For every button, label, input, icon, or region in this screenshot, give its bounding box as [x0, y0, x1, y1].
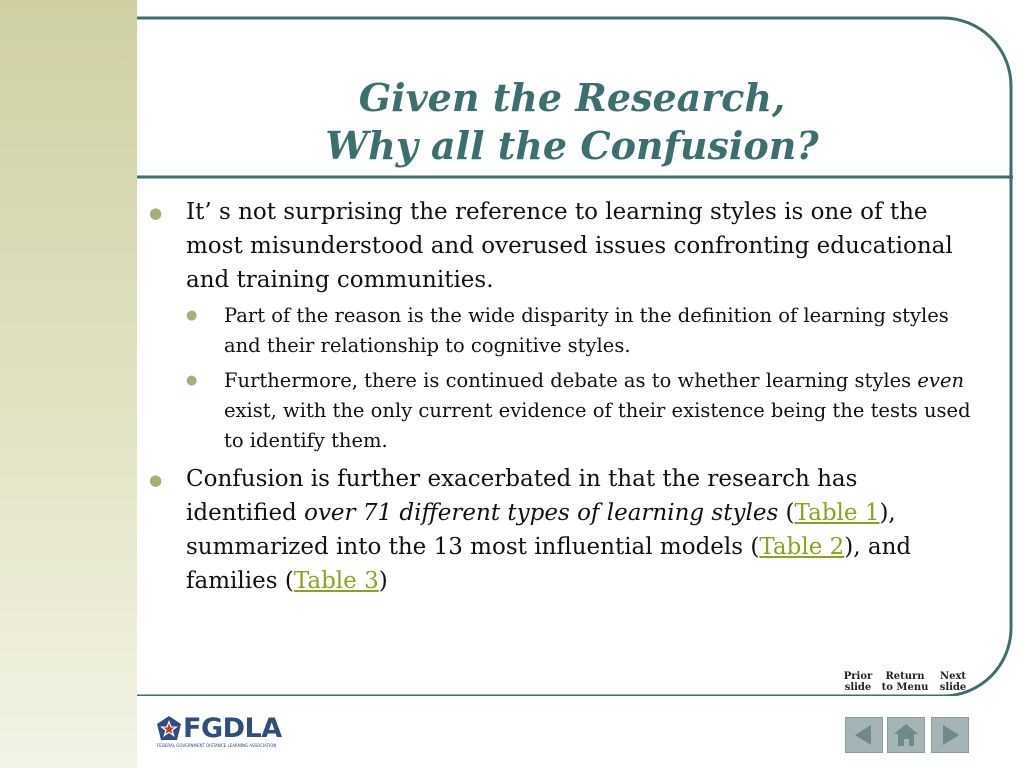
bullet-1-text: It’ s not surprising the reference to learning styles is one of the most misunderstood and overused issues confronting educational and training communities. — [186, 199, 953, 293]
next-label-line2: slide — [939, 682, 967, 693]
slide-content — [145, 195, 975, 602]
bullet-2-text-e: ) — [378, 568, 388, 594]
slide-title — [137, 74, 1007, 170]
return-label-line2: to Menu — [881, 682, 929, 693]
bullet-2-text-b: ( — [778, 500, 795, 526]
next-slide-label — [932, 671, 974, 693]
logo-text: FGDLA — [183, 713, 282, 744]
star-emblem-icon — [155, 714, 183, 744]
sub-bullet-2-emphasis: even — [917, 369, 965, 392]
bullet-dot-icon: ● — [149, 204, 163, 222]
arrow-left-icon — [846, 718, 882, 752]
bullet-2-text-c: ), summarized into the 13 most influential models ( — [186, 500, 896, 560]
title-line-2: Why all the Confusion? — [325, 123, 819, 168]
nav-labels — [836, 671, 976, 701]
prior-slide-button[interactable] — [845, 717, 883, 753]
return-menu-button[interactable] — [887, 717, 925, 753]
sub-bullet-item-2 — [145, 366, 975, 456]
bullet-2-emphasis: over 71 different types of learning styles — [304, 500, 779, 526]
sub-bullet-2-text-a: Furthermore, there is continued debate as to whether learning styles — [224, 369, 918, 392]
prior-slide-label — [836, 671, 880, 693]
sub-bullet-item-1 — [145, 301, 975, 361]
prior-label-line1: Prior — [843, 671, 873, 682]
left-decorative-band — [0, 0, 137, 768]
bullet-item-2 — [145, 462, 975, 598]
bullet-2-text-d: ), and families ( — [186, 534, 912, 594]
bullet-dot-icon: ● — [186, 373, 198, 388]
bullet-item-1 — [145, 195, 975, 297]
logo-subtitle: FEDERAL GOVERNMENT DISTANCE LEARNING ASSOCIATION — [157, 743, 277, 748]
title-line-1: Given the Research, — [358, 75, 786, 120]
table-3-link[interactable]: Table 3 — [293, 568, 379, 594]
next-label-line1: Next — [939, 671, 967, 682]
bullet-dot-icon: ● — [149, 471, 163, 489]
bullet-2-text-a: Confusion is further exacerbated in that the research has identified — [186, 466, 858, 526]
prior-label-line2: slide — [844, 682, 872, 693]
return-menu-label — [880, 671, 930, 693]
next-slide-button[interactable] — [931, 717, 969, 753]
return-label-line1: Return — [885, 671, 925, 682]
sub-bullet-2-text-b: exist, with the only current evidence of their existence being the tests used to identify them. — [224, 399, 971, 452]
bullet-dot-icon: ● — [186, 308, 198, 323]
table-2-link[interactable]: Table 2 — [759, 534, 845, 560]
sub-bullet-1-text: Part of the reason is the wide disparity in the definition of learning styles and their relationship to cognitive styles. — [224, 304, 949, 357]
fgdla-logo — [155, 714, 295, 750]
home-icon — [888, 718, 924, 752]
table-1-link[interactable]: Table 1 — [794, 500, 880, 526]
arrow-right-icon — [932, 718, 968, 752]
